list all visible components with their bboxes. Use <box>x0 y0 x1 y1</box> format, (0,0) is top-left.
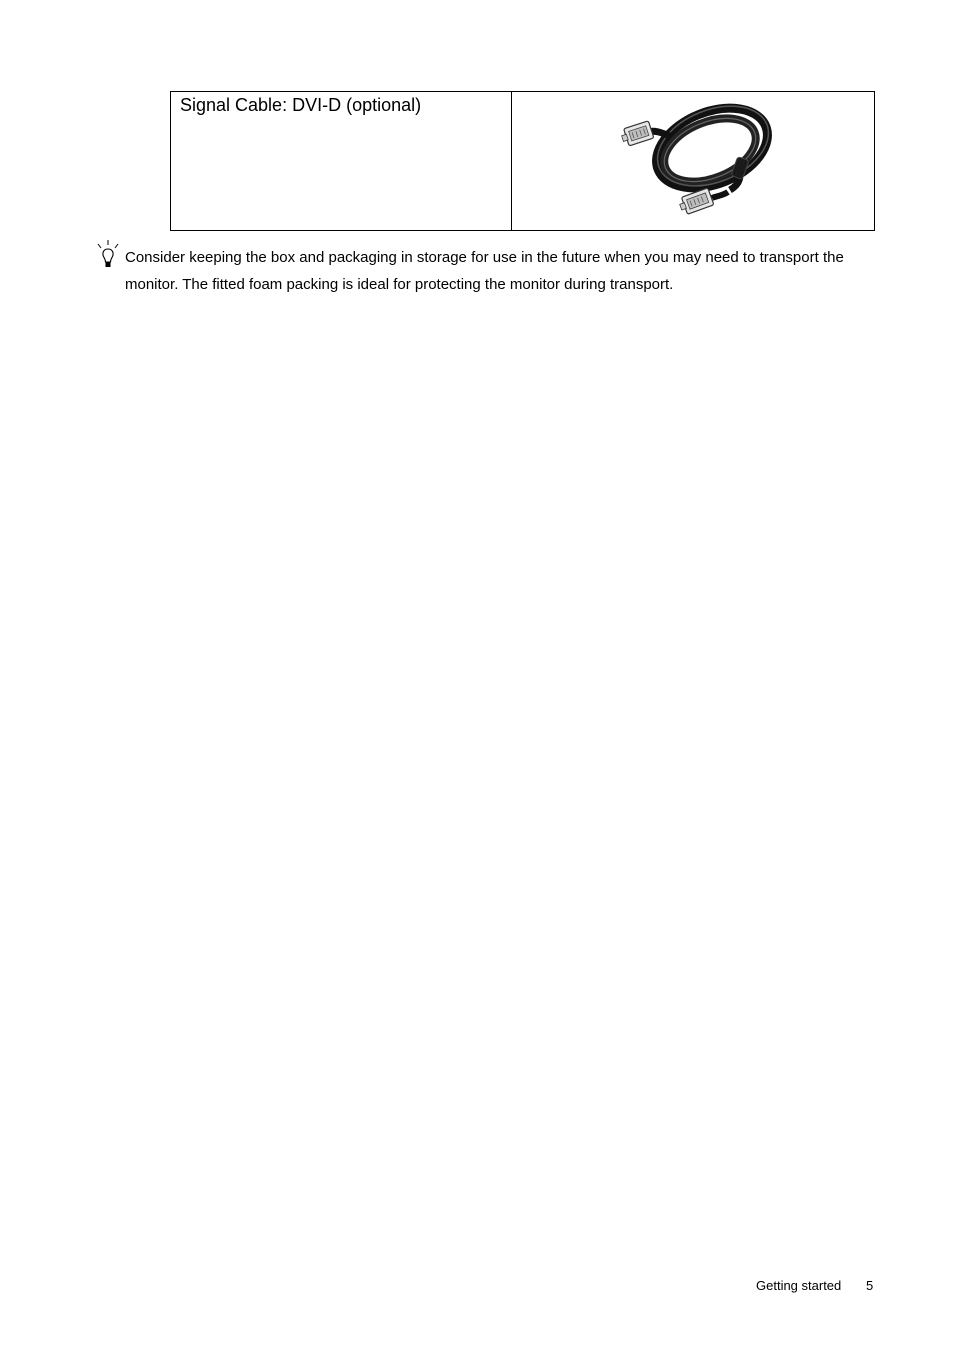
dvi-d-cable-icon <box>620 96 776 218</box>
table-row <box>171 92 875 231</box>
page-number: 5 <box>866 1278 874 1293</box>
tip-text: Consider keeping the box and packaging in storage for use in the future when you may need to transport the monitor. The fitted foam packing is ideal for protecting the monitor during transport. <box>125 249 844 293</box>
accessory-table <box>170 91 875 231</box>
footer-section-title: Getting started <box>756 1278 842 1293</box>
lightbulb-icon <box>96 240 120 270</box>
item-label: Signal Cable: DVI-D (optional) <box>180 95 422 115</box>
item-label-cell <box>171 92 512 231</box>
item-image-cell <box>512 92 875 231</box>
